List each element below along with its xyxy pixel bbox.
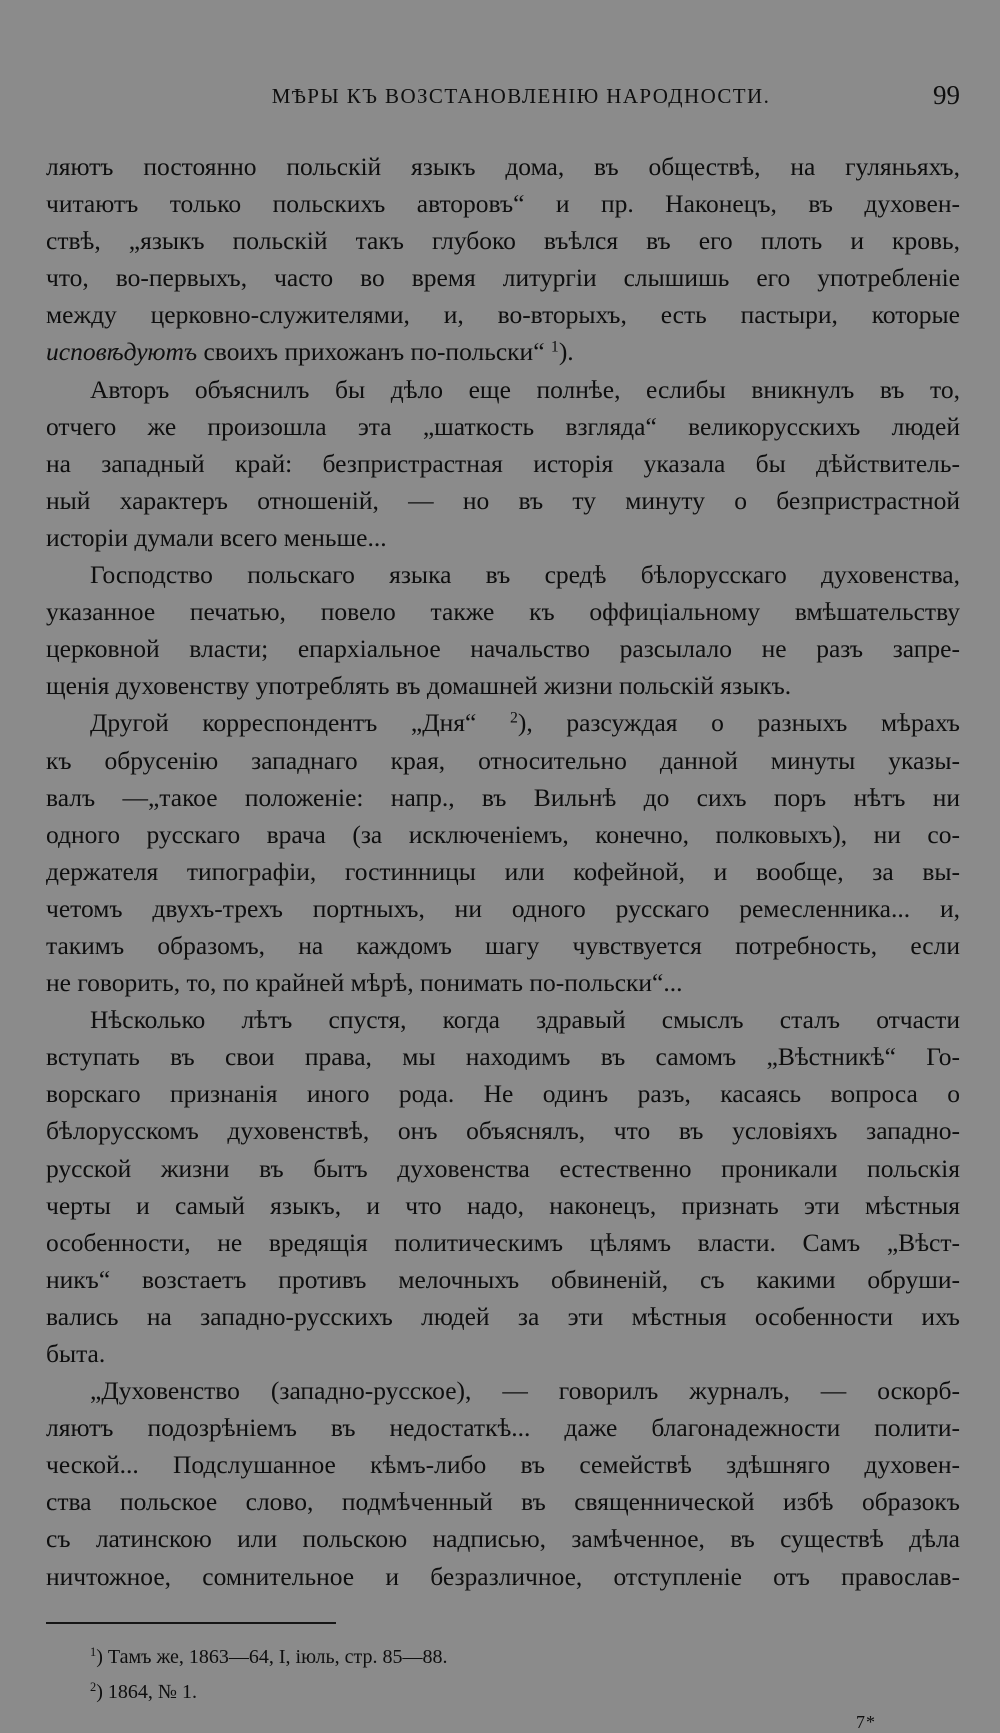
paragraph [46,1001,960,1372]
text-line: „Духовенство (западно-русское), — говорилъ журналъ, — оскорб- [90,1376,960,1406]
text-line: между церковно-служителями, и, во-вторыхъ, есть пастыри, которые [46,300,960,330]
paragraph [46,556,960,704]
text-line: Другой корреспондентъ „Дня“ $^2$), разсуждая о разныхъ мѣрахъ [90,708,960,738]
text-line: на западный край: безпристрастная исторія указала бы дѣйствитель- [46,448,960,478]
text-line: ляютъ постоянно польскій языкъ дома, въ обществѣ, на гуляньяхъ, [46,152,960,181]
text-line: вступать въ свои права, мы находимъ въ самомъ „Вѣстникѣ“ Го- [46,1042,960,1072]
text-line: ный характеръ отношеній, — но въ ту минуту о безпристрастной [46,485,960,515]
text-line: Господство польскаго языка въ средѣ бѣлорусскаго духовенства, [90,560,960,590]
text-line: одного русскаго врача (за исключеніемъ, конечно, полковыхъ), ни со- [46,819,960,849]
footnote-text: ) Тамъ же, 1863—64, I, іюль, стр. 85—88. [96,1646,448,1668]
footnote-marker: 1 [90,1645,97,1660]
text-line: отчего же произошла эта „шаткость взгляда“ великорусскихъ людей [46,411,960,441]
text-line: четомъ двухъ-трехъ портныхъ, ни одного русскаго ремесленника... и, [46,893,960,923]
paragraph [46,148,960,371]
text-line: черты и самый языкъ, и что надо, наконецъ, признать эти мѣстныя [46,1190,960,1220]
footnote-rule [46,1622,336,1624]
paragraph [46,704,960,1001]
text-line: исторіи думали всего меньше... [46,522,387,552]
text-line: вались на западно-русскихъ людей за эти мѣстныя особенности ихъ [46,1301,960,1331]
text-line: держателя типографіи, гостинницы или кофейной, и вообще, за вы- [46,856,960,886]
text-line: что, во-первыхъ, часто во время литургіи слышишь его употребленіе [46,263,960,293]
page-number: 99 [933,80,960,110]
footnote-1 [90,1640,950,1675]
text-line: такимъ образомъ, на каждомъ шагу чувствуется потребность, если [46,930,960,960]
text-line: ничтожное, сомнительное и безразличное, отступленіе отъ православ- [46,1561,960,1591]
text-line: церковной власти; епархіальное начальство разсылало не разъ запре- [46,634,960,664]
text-line: не говорить, то, по крайней мѣрѣ, понимать по-польски“... [46,968,683,998]
text-line: Авторъ объяснилъ бы дѣло еще полнѣе, еслибы вникнулъ въ то, [90,374,960,404]
text-line: валъ —„такое положеніе: напр., въ Вильнѣ до сихъ поръ нѣтъ ни [46,782,960,812]
footnote-reference: 1 [550,338,559,356]
text-line: указанное печатью, повело также къ оффиціальному вмѣшательству [46,597,960,627]
text-line: никъ“ возстаетъ противъ мелочныхъ обвиненій, съ какими обруши- [46,1264,960,1294]
text-line: исповѣдуютъ своихъ прихожанъ по-польски“ $^1$). [46,337,574,367]
text-line: ства польское слово, подмѣченный въ священнической избѣ образокъ [46,1487,960,1517]
footnote-reference: 2 [509,709,518,727]
body-text [46,148,960,1595]
text-line: читаютъ только польскихъ авторовъ“ и пр. Наконецъ, въ духовен- [46,189,960,219]
paragraph [46,371,960,556]
footnote-2 [90,1675,950,1710]
footnote-text: ) 1864, № 1. [96,1681,197,1703]
text-line: русской жизни въ бытъ духовенства естественно проникали польскія [46,1153,960,1183]
text-line: щенія духовенству употреблять въ домашней жизни польскій языкъ. [46,671,792,701]
text-line: ляютъ подозрѣніемъ въ недостаткѣ... даже благонадежности полити- [46,1413,960,1443]
emphasized-text: исповѣдуютъ [46,337,198,367]
text-line: съ латинскою или польскою надписью, замѣченное, въ существѣ дѣла [46,1524,960,1554]
signature-mark: 7* [856,1712,876,1732]
footnotes [90,1640,950,1710]
text-line: особенности, не вредящія политическимъ цѣлямъ власти. Самъ „Вѣст- [46,1227,960,1257]
text-line: къ обрусенію западнаго края, относительно данной минуты указы- [46,745,960,775]
text-line: ческой... Подслушанное кѣмъ-либо въ семействѣ здѣшняго духовен- [46,1450,960,1480]
page-header [46,80,960,116]
paragraph [46,1372,960,1595]
running-title: МѢРЫ КЪ ВОЗСТАНОВЛЕНІЮ НАРОДНОСТИ. [271,84,771,108]
text-line: Нѣсколько лѣтъ спустя, когда здравый смыслъ сталъ отчасти [90,1005,960,1035]
text-line: быта. [46,1339,106,1368]
text-line: ствѣ, „языкъ польскій такъ глубоко въѣлся въ его плоть и кровь, [46,226,960,256]
footnote-marker: 2 [90,1680,97,1695]
text-line: бѣлорусскомъ духовенствѣ, онъ объяснялъ, что въ условіяхъ западно- [46,1116,960,1146]
text-line: ворскаго признанія иного рода. Не одинъ разъ, касаясь вопроса о [46,1079,960,1109]
